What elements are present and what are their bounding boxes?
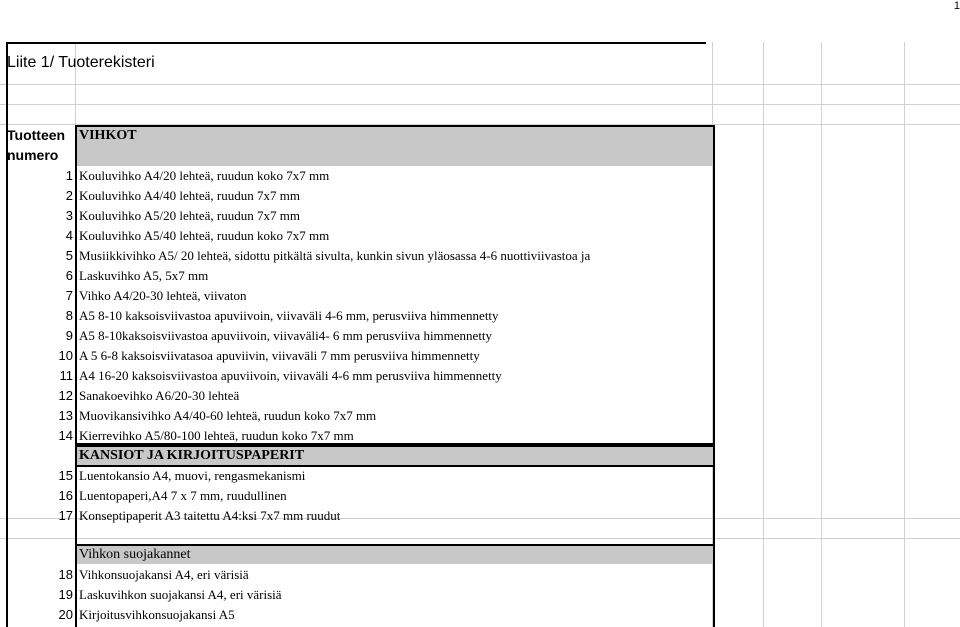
table-row xyxy=(0,326,960,346)
page-number: 1 xyxy=(953,0,960,12)
product-description: Kouluvihko A4/20 lehteä, ruudun koko 7x7 mm xyxy=(79,168,330,183)
product-number: 1 xyxy=(65,168,73,183)
product-number: 9 xyxy=(65,328,73,343)
table-row xyxy=(0,386,960,406)
table-row xyxy=(0,286,960,306)
grid-line xyxy=(0,104,960,105)
table-row xyxy=(0,226,960,246)
product-number: 11 xyxy=(59,368,73,383)
product-number: 18 xyxy=(58,567,73,582)
product-description: A 5 6-8 kaksoisviivatasoa apuviivin, viivaväli 7 mm perusviiva himmennetty xyxy=(79,348,480,363)
product-description: Kirjoitusvihkonsuojakansi A5 xyxy=(79,607,235,622)
section-heading-kansiot: KANSIOT JA KIRJOITUSPAPERIT xyxy=(79,448,305,463)
product-number: 3 xyxy=(65,208,73,223)
table-row xyxy=(0,166,960,186)
table-row xyxy=(0,426,960,446)
table-row xyxy=(0,206,960,226)
table-row xyxy=(0,565,960,585)
section-heading-vihkot: VIHKOT xyxy=(79,128,137,143)
table-row xyxy=(0,585,960,605)
product-number: 7 xyxy=(65,288,73,303)
table-row xyxy=(0,246,960,266)
product-description: Vihko A4/20-30 lehteä, viivaton xyxy=(79,288,247,303)
product-description: Konseptipaperit A3 taitettu A4:ksi 7x7 mm ruudut xyxy=(79,508,341,523)
table-row xyxy=(0,605,960,625)
table-row xyxy=(0,366,960,386)
table-row xyxy=(0,306,960,326)
product-description: A5 8-10 kaksoisviivastoa apuviivoin, viivaväli 4-6 mm, perusviiva himmennetty xyxy=(79,308,499,323)
product-number: 2 xyxy=(65,188,73,203)
product-description: Kierrevihko A5/80-100 lehteä, ruudun koko 7x7 mm xyxy=(79,428,354,443)
product-number: 13 xyxy=(58,408,73,423)
product-number: 17 xyxy=(58,508,73,523)
product-number: 14 xyxy=(58,428,73,443)
table-row xyxy=(0,406,960,426)
product-description: Kouluvihko A5/40 lehteä, ruudun koko 7x7 mm xyxy=(79,228,330,243)
sheet-border-top xyxy=(6,42,706,44)
product-description: Laskuvihko A5, 5x7 mm xyxy=(79,268,209,283)
product-number: 8 xyxy=(65,308,73,323)
product-number: 6 xyxy=(65,268,73,283)
section-heading-suojakannet: Vihkon suojakannet xyxy=(79,547,191,562)
product-number: 12 xyxy=(58,388,73,403)
product-description: Kouluvihko A5/20 lehteä, ruudun 7x7 mm xyxy=(79,208,300,223)
product-description: A4 16-20 kaksoisviivastoa apuviivoin, viivaväli 4-6 mm perusviiva himmennetty xyxy=(79,368,502,383)
header-product-number-line2: numero xyxy=(7,147,59,163)
product-number: 19 xyxy=(58,587,73,602)
product-description: Laskuvihkon suojakansi A4, eri värisiä xyxy=(79,587,282,602)
grid-line xyxy=(0,84,960,85)
product-description: Vihkonsuojakansi A4, eri värisiä xyxy=(79,567,249,582)
product-description: Kouluvihko A4/40 lehteä, ruudun 7x7 mm xyxy=(79,188,300,203)
table-row xyxy=(0,266,960,286)
section-box-kansiot-items xyxy=(75,465,715,548)
product-number: 20 xyxy=(58,607,73,622)
product-description: Sanakoevihko A6/20-30 lehteä xyxy=(79,388,240,403)
product-number: 4 xyxy=(65,228,73,243)
header-product-number-line1: Tuotteen xyxy=(7,127,66,143)
product-description: Muovikansivihko A4/40-60 lehteä, ruudun koko 7x7 mm xyxy=(79,408,377,423)
product-number: 15 xyxy=(58,468,73,483)
product-number: 16 xyxy=(58,488,73,503)
product-description: A5 8-10kaksoisviivastoa apuviivoin, viivaväli4- 6 mm perusviiva himmennetty xyxy=(79,328,493,343)
table-row xyxy=(0,186,960,206)
product-number: 5 xyxy=(65,248,73,263)
product-description: Luentokansio A4, muovi, rengasmekanismi xyxy=(79,468,306,483)
product-number: 10 xyxy=(58,348,73,363)
product-description: Luentopaperi,A4 7 x 7 mm, ruudullinen xyxy=(79,488,287,503)
table-row xyxy=(0,346,960,366)
sheet-title: Liite 1/ Tuoterekisteri xyxy=(7,54,155,71)
product-description: Musiikkivihko A5/ 20 lehteä, sidottu pitkältä sivulta, kunkin sivun yläosassa 4-6 nuottiviivastoa ja xyxy=(79,248,591,263)
